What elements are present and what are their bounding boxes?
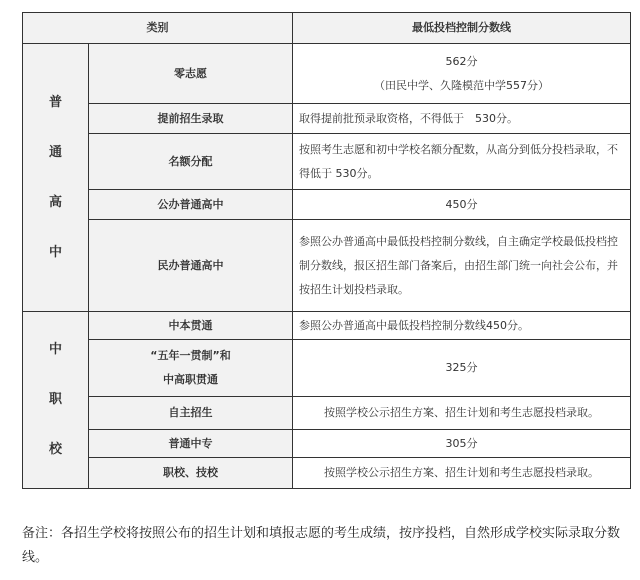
row-label: 零志愿 bbox=[89, 44, 293, 104]
row-label: “五年一贯制”和 中高职贯通 bbox=[89, 340, 293, 397]
table-row bbox=[23, 340, 631, 397]
table-row bbox=[23, 312, 631, 340]
row-value: 按照学校公示招生方案、招生计划和考生志愿投档录取。 bbox=[293, 458, 631, 489]
row-value: 450分 bbox=[293, 190, 631, 220]
table-row bbox=[23, 220, 631, 312]
table-row bbox=[23, 458, 631, 489]
group-general-high-school: 普 通 高 中 bbox=[23, 44, 89, 312]
footnote: 备注：各招生学校将按照公布的招生计划和填报志愿的考生成绩，按序投档，自然形成学校实际录取分数线。 bbox=[22, 526, 621, 565]
row-value: 325分 bbox=[293, 340, 631, 397]
row-value: 按照学校公示招生方案、招生计划和考生志愿投档录取。 bbox=[293, 397, 631, 430]
row-label: 公办普通高中 bbox=[89, 190, 293, 220]
row-label: 职校、技校 bbox=[89, 458, 293, 489]
table-header-row bbox=[23, 13, 631, 44]
row-value: 参照公办普通高中最低投档控制分数线，自主确定学校最低投档控制分数线，报区招生部门备案后，由招生部门统一向社会公布，并按招生计划投档录取。 bbox=[293, 220, 631, 312]
header-score: 最低投档控制分数线 bbox=[293, 13, 631, 44]
row-label: 民办普通高中 bbox=[89, 220, 293, 312]
row-label: 普通中专 bbox=[89, 429, 293, 457]
header-category: 类别 bbox=[23, 13, 293, 44]
table-row bbox=[23, 429, 631, 457]
table-row bbox=[23, 190, 631, 220]
row-value: 305分 bbox=[293, 429, 631, 457]
row-label: 提前招生录取 bbox=[89, 104, 293, 134]
row-value: 562分 （田民中学、久隆模范中学557分） bbox=[293, 44, 631, 104]
row-label: 中本贯通 bbox=[89, 312, 293, 340]
admission-score-table bbox=[22, 12, 631, 489]
row-value: 按照考生志愿和初中学校名额分配数，从高分到低分投档录取，不得低于 530分。 bbox=[293, 134, 631, 190]
table-row bbox=[23, 44, 631, 104]
row-value: 取得提前批预录取资格，不得低于 530分。 bbox=[293, 104, 631, 134]
table-row bbox=[23, 397, 631, 430]
row-value: 参照公办普通高中最低投档控制分数线450分。 bbox=[293, 312, 631, 340]
table-row bbox=[23, 104, 631, 134]
row-label: 自主招生 bbox=[89, 397, 293, 430]
table-row bbox=[23, 134, 631, 190]
row-label: 名额分配 bbox=[89, 134, 293, 190]
group-vocational-school: 中 职 校 bbox=[23, 312, 89, 489]
